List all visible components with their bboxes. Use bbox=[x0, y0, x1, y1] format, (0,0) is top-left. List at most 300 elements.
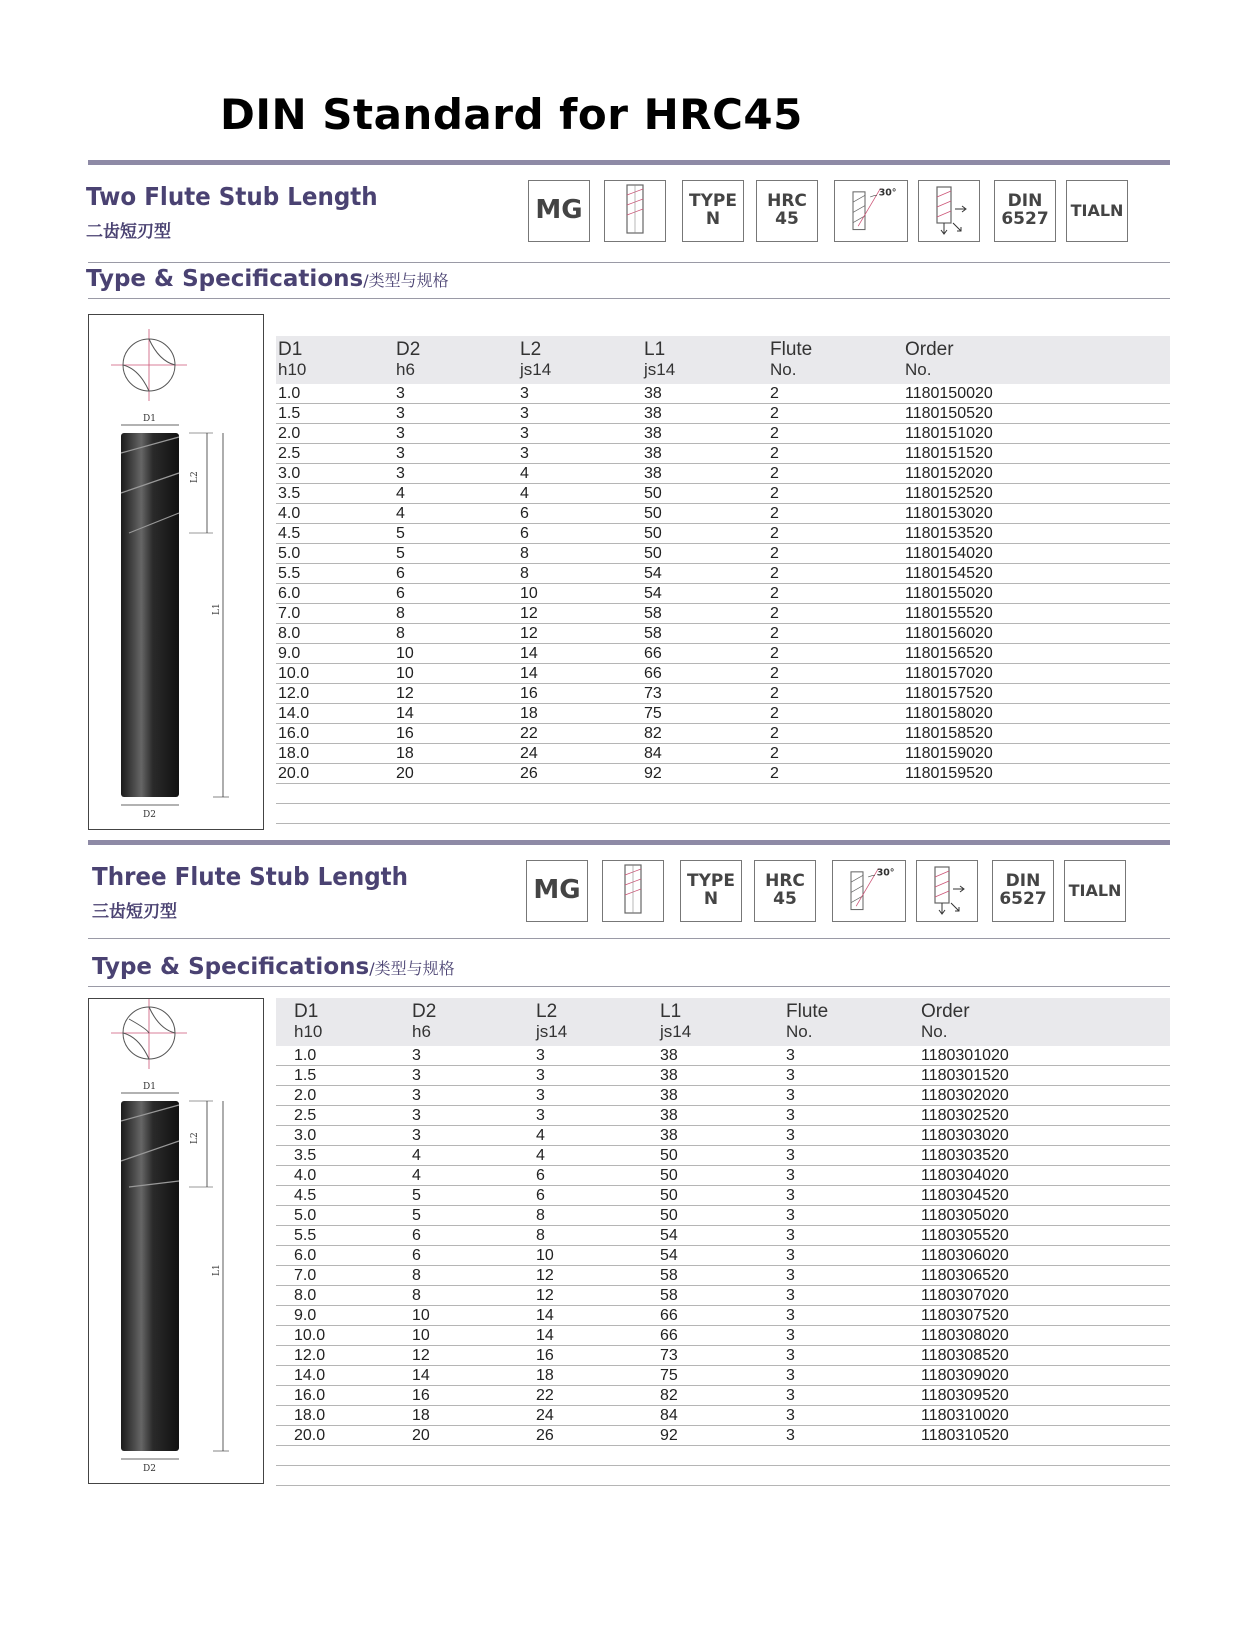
spec-rule bbox=[88, 298, 1170, 299]
table-cell: 4 bbox=[520, 465, 529, 482]
badge-line1: HRC bbox=[767, 191, 807, 212]
spec-badge bbox=[528, 180, 590, 242]
table-cell: 50 bbox=[644, 485, 662, 502]
table-cell: 1180156520 bbox=[905, 645, 993, 662]
table-row bbox=[276, 424, 1170, 444]
header-bottom: h6 bbox=[396, 360, 415, 379]
table-cell: 75 bbox=[660, 1367, 678, 1384]
table-cell: 3 bbox=[786, 1087, 795, 1104]
table-row-empty bbox=[276, 784, 1170, 804]
table-cell: 1180302020 bbox=[921, 1087, 1009, 1104]
table-cell: 38 bbox=[660, 1127, 678, 1144]
table-row bbox=[276, 504, 1170, 524]
table-row bbox=[276, 1366, 1170, 1386]
svg-text:30°: 30° bbox=[876, 867, 895, 879]
table-row bbox=[276, 524, 1170, 544]
spec-title-en: Type & Specifications bbox=[86, 266, 364, 292]
table-row bbox=[276, 1146, 1170, 1166]
table-cell: 2 bbox=[770, 445, 779, 462]
table-cell: 8.0 bbox=[278, 625, 301, 642]
badge-line1: TIALN bbox=[1070, 200, 1124, 220]
table-cell: 5.0 bbox=[294, 1207, 317, 1224]
table-cell: 50 bbox=[660, 1147, 678, 1164]
tool-drawing bbox=[88, 314, 264, 830]
table-cell: 2 bbox=[770, 745, 779, 762]
table-cell: 10 bbox=[536, 1247, 554, 1264]
svg-text:D2: D2 bbox=[143, 1464, 156, 1474]
table-cell: 38 bbox=[644, 405, 662, 422]
table-cell: 1180301520 bbox=[921, 1067, 1009, 1084]
table-cell: 22 bbox=[536, 1387, 554, 1404]
table-cell: 3 bbox=[396, 405, 405, 422]
spec-title-cn: /类型与规格 bbox=[369, 959, 455, 978]
table-cell: 3.0 bbox=[294, 1127, 317, 1144]
table-cell: 3 bbox=[786, 1047, 795, 1064]
table-cell: 12 bbox=[396, 685, 414, 702]
svg-text:D2: D2 bbox=[143, 810, 156, 820]
table-cell: 3 bbox=[396, 465, 405, 482]
table-cell: 10 bbox=[520, 585, 538, 602]
table-row bbox=[276, 1186, 1170, 1206]
table-cell: 14 bbox=[536, 1327, 554, 1344]
table-cell: 1180301020 bbox=[921, 1047, 1009, 1064]
table-cell: 50 bbox=[660, 1207, 678, 1224]
table-row bbox=[276, 1386, 1170, 1406]
spec-title-en: Type & Specifications bbox=[92, 954, 370, 980]
header-bottom: h10 bbox=[278, 360, 307, 379]
table-cell: 84 bbox=[660, 1407, 678, 1424]
table-cell: 38 bbox=[660, 1087, 678, 1104]
straight-shank-icon bbox=[603, 859, 663, 923]
table-cell: 3 bbox=[412, 1087, 421, 1104]
table-cell: 84 bbox=[644, 745, 662, 762]
table-cell: 12 bbox=[412, 1347, 430, 1364]
header-top: D1 bbox=[278, 339, 303, 360]
badge-line2: 6527 bbox=[1001, 209, 1049, 229]
section-title: Three Flute Stub Length bbox=[92, 862, 409, 891]
table-cell: 3 bbox=[412, 1067, 421, 1084]
table-cell: 1180302520 bbox=[921, 1107, 1009, 1124]
table-cell: 3 bbox=[786, 1287, 795, 1304]
table-row bbox=[276, 1206, 1170, 1226]
table-row bbox=[276, 624, 1170, 644]
table-cell: 82 bbox=[644, 725, 662, 742]
table-cell: 16.0 bbox=[294, 1387, 326, 1404]
table-cell: 1180151520 bbox=[905, 445, 993, 462]
table-row bbox=[276, 1246, 1170, 1266]
table-cell: 50 bbox=[644, 525, 662, 542]
badge-line1: TYPE bbox=[687, 871, 735, 892]
table-cell: 10 bbox=[412, 1307, 430, 1324]
badge-line1: DIN bbox=[1005, 871, 1041, 892]
table-cell: 3.5 bbox=[278, 485, 301, 502]
table-cell: 4.0 bbox=[278, 505, 301, 522]
table-cell: 1180304020 bbox=[921, 1167, 1009, 1184]
table-cell: 14 bbox=[396, 705, 414, 722]
table-cell: 2 bbox=[770, 645, 779, 662]
table-cell: 4 bbox=[536, 1127, 545, 1144]
table-cell: 18 bbox=[412, 1407, 430, 1424]
svg-text:L2: L2 bbox=[190, 471, 200, 483]
table-cell: 8 bbox=[412, 1267, 421, 1284]
table-cell: 26 bbox=[536, 1427, 554, 1444]
table-cell: 9.0 bbox=[294, 1307, 317, 1324]
table-cell: 16.0 bbox=[278, 725, 310, 742]
table-cell: 8 bbox=[396, 625, 405, 642]
header-top: L2 bbox=[520, 339, 542, 360]
header-top: D2 bbox=[412, 1001, 437, 1022]
table-cell: 3 bbox=[396, 385, 405, 402]
table-cell: 1180159020 bbox=[905, 745, 993, 762]
table-row bbox=[276, 1086, 1170, 1106]
table-row bbox=[276, 1046, 1170, 1066]
table-cell: 3 bbox=[786, 1207, 795, 1224]
straight-shank-badge bbox=[602, 860, 664, 922]
table-cell: 50 bbox=[644, 505, 662, 522]
table-cell: 3 bbox=[786, 1227, 795, 1244]
table-cell: 3 bbox=[786, 1067, 795, 1084]
table-cell: 1180310020 bbox=[921, 1407, 1009, 1424]
table-cell: 50 bbox=[660, 1187, 678, 1204]
table-cell: 1180303020 bbox=[921, 1127, 1009, 1144]
table-row bbox=[276, 1126, 1170, 1146]
table-cell: 3 bbox=[412, 1107, 421, 1124]
table-cell: 3 bbox=[396, 425, 405, 442]
table-row bbox=[276, 484, 1170, 504]
header-bottom: No. bbox=[905, 360, 932, 379]
table-cell: 66 bbox=[644, 665, 662, 682]
header-top: Flute bbox=[786, 1001, 829, 1022]
table-cell: 3.5 bbox=[294, 1147, 317, 1164]
table-cell: 1180305520 bbox=[921, 1227, 1009, 1244]
table-cell: 1180307020 bbox=[921, 1287, 1009, 1304]
table-cell: 2 bbox=[770, 465, 779, 482]
table-cell: 2 bbox=[770, 705, 779, 722]
table-cell: 1180155020 bbox=[905, 585, 993, 602]
table-cell: 1.0 bbox=[278, 385, 301, 402]
header-bottom: js14 bbox=[644, 360, 676, 379]
table-cell: 1180309520 bbox=[921, 1387, 1009, 1404]
table-cell: 38 bbox=[644, 445, 662, 462]
table-cell: 9.0 bbox=[278, 645, 301, 662]
table-cell: 2 bbox=[770, 625, 779, 642]
table-cell: 1180157020 bbox=[905, 665, 993, 682]
table-cell: 1180305020 bbox=[921, 1207, 1009, 1224]
table-cell: 3 bbox=[786, 1187, 795, 1204]
table-cell: 66 bbox=[660, 1327, 678, 1344]
table-cell: 66 bbox=[660, 1307, 678, 1324]
table-cell: 2 bbox=[770, 665, 779, 682]
table-cell: 14 bbox=[536, 1307, 554, 1324]
table-cell: 8 bbox=[536, 1227, 545, 1244]
table-row bbox=[276, 1106, 1170, 1126]
table-cell: 24 bbox=[536, 1407, 554, 1424]
table-cell: 8.0 bbox=[294, 1287, 317, 1304]
table-cell: 2 bbox=[770, 405, 779, 422]
table-cell: 3 bbox=[786, 1427, 795, 1444]
table-row bbox=[276, 1166, 1170, 1186]
cutting-direction-icon bbox=[917, 859, 977, 923]
table-cell: 4 bbox=[412, 1167, 421, 1184]
table-cell: 1180310520 bbox=[921, 1427, 1009, 1444]
table-cell: 4 bbox=[520, 485, 529, 502]
table-cell: 3 bbox=[786, 1107, 795, 1124]
table-cell: 5 bbox=[396, 545, 405, 562]
header-bottom: No. bbox=[921, 1022, 948, 1041]
table-row bbox=[276, 684, 1170, 704]
table-row bbox=[276, 1346, 1170, 1366]
table-cell: 1180158020 bbox=[905, 705, 993, 722]
badge-line1: MG bbox=[533, 875, 581, 906]
table-cell: 20 bbox=[396, 765, 414, 782]
table-row-empty bbox=[276, 804, 1170, 824]
table-cell: 38 bbox=[644, 465, 662, 482]
badge-line1: TIALN bbox=[1068, 880, 1122, 900]
table-cell: 3 bbox=[520, 405, 529, 422]
table-cell: 2.5 bbox=[294, 1107, 317, 1124]
header-top: L1 bbox=[644, 339, 666, 360]
table-cell: 2 bbox=[770, 765, 779, 782]
table-cell: 4.5 bbox=[294, 1187, 317, 1204]
table-cell: 6 bbox=[520, 525, 529, 542]
table-cell: 12.0 bbox=[294, 1347, 326, 1364]
table-cell: 3 bbox=[536, 1087, 545, 1104]
badge-line1: HRC bbox=[765, 871, 805, 892]
table-cell: 54 bbox=[660, 1247, 678, 1264]
badge-line2: 6527 bbox=[999, 889, 1047, 909]
table-cell: 3 bbox=[786, 1367, 795, 1384]
table-cell: 66 bbox=[644, 645, 662, 662]
helix-angle-icon bbox=[841, 179, 901, 243]
table-cell: 58 bbox=[644, 625, 662, 642]
table-cell: 6 bbox=[396, 565, 405, 582]
badge-line1: TYPE bbox=[689, 191, 737, 212]
table-cell: 6 bbox=[396, 585, 405, 602]
svg-text:D1: D1 bbox=[143, 414, 156, 424]
header-bottom: No. bbox=[786, 1022, 813, 1041]
spec-badge bbox=[1064, 860, 1126, 922]
table-row bbox=[276, 1066, 1170, 1086]
table-row-empty bbox=[276, 1446, 1170, 1466]
table-cell: 1180307520 bbox=[921, 1307, 1009, 1324]
spec-badge bbox=[1066, 180, 1128, 242]
table-cell: 10 bbox=[396, 645, 414, 662]
table-cell: 1180303520 bbox=[921, 1147, 1009, 1164]
table-cell: 4 bbox=[396, 485, 405, 502]
table-row bbox=[276, 1326, 1170, 1346]
table-cell: 2 bbox=[770, 565, 779, 582]
badge-line2: 45 bbox=[773, 889, 797, 909]
table-cell: 2 bbox=[770, 605, 779, 622]
table-row bbox=[276, 1306, 1170, 1326]
table-cell: 6 bbox=[412, 1247, 421, 1264]
table-cell: 16 bbox=[520, 685, 538, 702]
table-cell: 2.0 bbox=[278, 425, 301, 442]
cutting-direction-badge bbox=[916, 860, 978, 922]
table-cell: 3 bbox=[536, 1107, 545, 1124]
table-cell: 4 bbox=[536, 1147, 545, 1164]
table-cell: 2 bbox=[770, 725, 779, 742]
table-cell: 58 bbox=[660, 1267, 678, 1284]
spec-badge bbox=[526, 860, 588, 922]
table-cell: 1180156020 bbox=[905, 625, 993, 642]
table-cell: 3 bbox=[520, 385, 529, 402]
table-cell: 10.0 bbox=[294, 1327, 326, 1344]
table-cell: 38 bbox=[660, 1107, 678, 1124]
table-cell: 8 bbox=[520, 565, 529, 582]
table-cell: 8 bbox=[396, 605, 405, 622]
page-title: DIN Standard for HRC45 bbox=[220, 90, 803, 139]
table-cell: 5 bbox=[412, 1187, 421, 1204]
table-cell: 12 bbox=[520, 605, 538, 622]
table-row bbox=[276, 704, 1170, 724]
cutting-direction-badge bbox=[918, 180, 980, 242]
table-cell: 16 bbox=[536, 1347, 554, 1364]
table-cell: 16 bbox=[396, 725, 414, 742]
section-divider bbox=[88, 840, 1170, 845]
table-row bbox=[276, 444, 1170, 464]
table-cell: 12 bbox=[536, 1287, 554, 1304]
table-row bbox=[276, 644, 1170, 664]
table-cell: 8 bbox=[520, 545, 529, 562]
table-cell: 1180150520 bbox=[905, 405, 993, 422]
table-cell: 18.0 bbox=[294, 1407, 326, 1424]
table-row bbox=[276, 464, 1170, 484]
table-cell: 1.0 bbox=[294, 1047, 317, 1064]
straight-shank-badge bbox=[604, 180, 666, 242]
table-row bbox=[276, 384, 1170, 404]
table-cell: 92 bbox=[660, 1427, 678, 1444]
table-cell: 2 bbox=[770, 505, 779, 522]
table-cell: 3 bbox=[786, 1307, 795, 1324]
straight-shank-icon bbox=[605, 179, 665, 243]
table-row bbox=[276, 404, 1170, 424]
table-cell: 50 bbox=[644, 545, 662, 562]
table-cell: 5.5 bbox=[294, 1227, 317, 1244]
table-cell: 3 bbox=[786, 1407, 795, 1424]
table-cell: 3 bbox=[786, 1347, 795, 1364]
table-cell: 5.0 bbox=[278, 545, 301, 562]
table-cell: 24 bbox=[520, 745, 538, 762]
table-cell: 12.0 bbox=[278, 685, 310, 702]
table-row bbox=[276, 564, 1170, 584]
table-cell: 10 bbox=[396, 665, 414, 682]
table-cell: 14 bbox=[412, 1367, 430, 1384]
spec-rule bbox=[88, 986, 1170, 987]
table-cell: 18 bbox=[536, 1367, 554, 1384]
table-cell: 1180152020 bbox=[905, 465, 993, 482]
svg-text:L1: L1 bbox=[212, 603, 222, 615]
table-cell: 1.5 bbox=[294, 1067, 317, 1084]
header-top: L2 bbox=[536, 1001, 558, 1022]
table-cell: 14.0 bbox=[278, 705, 310, 722]
table-row bbox=[276, 584, 1170, 604]
table-cell: 18 bbox=[520, 705, 538, 722]
table-cell: 20.0 bbox=[294, 1427, 326, 1444]
spec-table bbox=[276, 998, 1170, 1486]
spec-badge bbox=[756, 180, 818, 242]
spec-title bbox=[92, 954, 455, 980]
table-cell: 3 bbox=[520, 425, 529, 442]
table-cell: 1180306020 bbox=[921, 1247, 1009, 1264]
helix-angle-badge bbox=[834, 180, 908, 242]
section-subtitle: 三齿短刃型 bbox=[92, 902, 177, 922]
table-cell: 54 bbox=[644, 565, 662, 582]
table-cell: 22 bbox=[520, 725, 538, 742]
table-cell: 1180154520 bbox=[905, 565, 993, 582]
table-cell: 10.0 bbox=[278, 665, 310, 682]
table-row bbox=[276, 724, 1170, 744]
table-cell: 1.5 bbox=[278, 405, 301, 422]
table-cell: 54 bbox=[644, 585, 662, 602]
table-cell: 6 bbox=[536, 1187, 545, 1204]
table-cell: 26 bbox=[520, 765, 538, 782]
table-row bbox=[276, 604, 1170, 624]
table-row bbox=[276, 764, 1170, 784]
header-bottom: js14 bbox=[520, 360, 552, 379]
helix-angle-icon bbox=[839, 859, 899, 923]
badge-line1: DIN bbox=[1007, 191, 1043, 212]
header-top: Order bbox=[921, 1001, 970, 1022]
table-cell: 3 bbox=[396, 445, 405, 462]
table-cell: 8 bbox=[412, 1287, 421, 1304]
table-cell: 7.0 bbox=[278, 605, 301, 622]
table-cell: 2.0 bbox=[294, 1087, 317, 1104]
table-header bbox=[276, 998, 1170, 1046]
badge-line2: 45 bbox=[775, 209, 799, 229]
spec-table bbox=[276, 336, 1170, 824]
table-cell: 20.0 bbox=[278, 765, 310, 782]
table-cell: 2 bbox=[770, 525, 779, 542]
table-cell: 5 bbox=[396, 525, 405, 542]
svg-text:30°: 30° bbox=[878, 187, 897, 199]
table-cell: 3 bbox=[412, 1047, 421, 1064]
table-cell: 1180155520 bbox=[905, 605, 993, 622]
table-cell: 20 bbox=[412, 1427, 430, 1444]
table-cell: 1180152520 bbox=[905, 485, 993, 502]
table-cell: 38 bbox=[644, 425, 662, 442]
table-row-empty bbox=[276, 1466, 1170, 1486]
table-cell: 1180158520 bbox=[905, 725, 993, 742]
table-cell: 3 bbox=[786, 1247, 795, 1264]
table-cell: 3 bbox=[536, 1047, 545, 1064]
table-cell: 3 bbox=[786, 1127, 795, 1144]
header-top: Flute bbox=[770, 339, 813, 360]
spec-badge bbox=[992, 860, 1054, 922]
table-cell: 3 bbox=[786, 1387, 795, 1404]
table-row bbox=[276, 1426, 1170, 1446]
table-cell: 73 bbox=[660, 1347, 678, 1364]
table-cell: 6 bbox=[520, 505, 529, 522]
header-bottom: h6 bbox=[412, 1022, 431, 1041]
section-title: Two Flute Stub Length bbox=[86, 182, 378, 211]
table-cell: 75 bbox=[644, 705, 662, 722]
svg-text:L1: L1 bbox=[212, 1264, 222, 1276]
table-cell: 2 bbox=[770, 485, 779, 502]
header-top: L1 bbox=[660, 1001, 682, 1022]
header-bottom: h10 bbox=[294, 1022, 323, 1041]
table-cell: 38 bbox=[644, 385, 662, 402]
header-top: D1 bbox=[294, 1001, 319, 1022]
table-row bbox=[276, 744, 1170, 764]
header-top: D2 bbox=[396, 339, 421, 360]
table-cell: 3 bbox=[412, 1127, 421, 1144]
svg-text:L2: L2 bbox=[190, 1132, 200, 1144]
table-cell: 38 bbox=[660, 1067, 678, 1084]
table-cell: 8 bbox=[536, 1207, 545, 1224]
table-cell: 1180157520 bbox=[905, 685, 993, 702]
table-row bbox=[276, 1286, 1170, 1306]
